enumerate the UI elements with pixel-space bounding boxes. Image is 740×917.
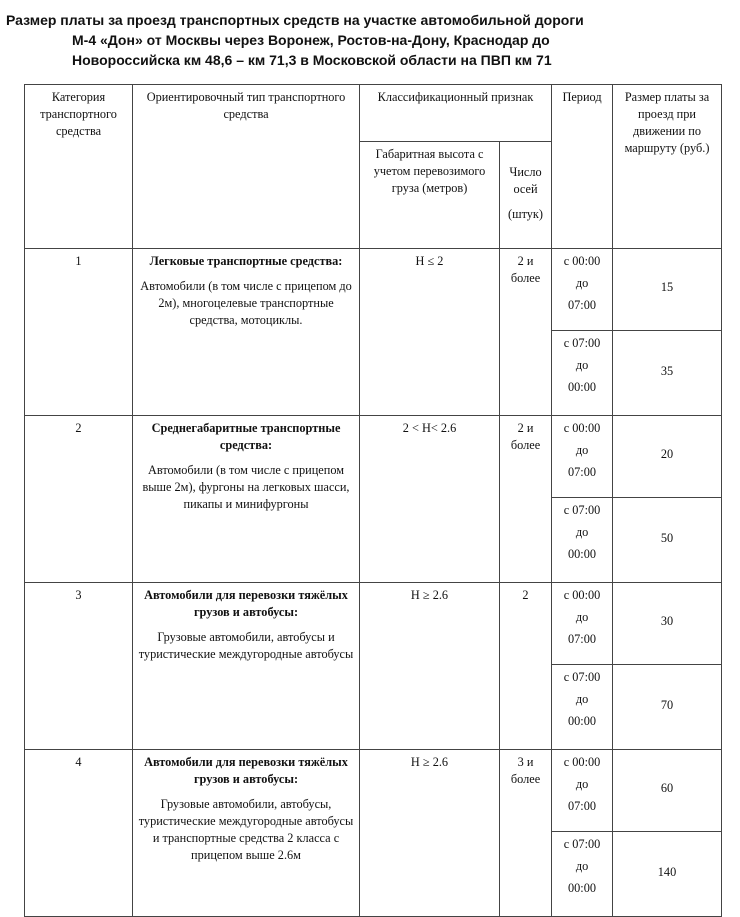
axles-cell: 2 и более (500, 249, 552, 416)
price-cell: 70 (613, 665, 722, 750)
price-cell: 30 (613, 583, 722, 665)
type-cell (133, 416, 360, 583)
period-cell (552, 498, 613, 583)
period-from: с 00:00 (563, 421, 601, 435)
header-price: Размер платы за проезд при движении по маршруту (руб.) (613, 85, 722, 249)
height-cell: H ≥ 2.6 (360, 750, 500, 917)
header-row (25, 85, 722, 142)
period-mid: до (575, 525, 589, 539)
period-from: с 00:00 (563, 254, 601, 268)
axles-cell: 2 (500, 583, 552, 750)
period-mid: до (575, 777, 589, 791)
category-cell: 3 (25, 583, 133, 750)
period-mid: до (575, 276, 589, 290)
table-row (25, 249, 722, 331)
height-cell: H ≤ 2 (360, 249, 500, 416)
axles-cell: 3 и более (500, 750, 552, 917)
document-title (0, 10, 740, 70)
type-title: Автомобили для перевозки тяжёлых грузов и автобусы: (144, 588, 348, 619)
period-from: с 07:00 (563, 503, 601, 517)
price-cell: 15 (613, 249, 722, 331)
period-to: 00:00 (568, 881, 597, 895)
type-cell (133, 750, 360, 917)
type-description: Автомобили (в том числе с прицепом до 2м), многоцелевые транспортные средства, мотоциклы. (140, 279, 352, 327)
header-height: Габаритная высота с учетом перевозимого груза (метров) (360, 142, 500, 249)
header-axles (500, 142, 552, 249)
period-to: 00:00 (568, 714, 597, 728)
header-class-feature: Классификационный признак (360, 85, 552, 142)
header-axles-unit: (штук) (508, 207, 543, 221)
height-cell: 2 < H< 2.6 (360, 416, 500, 583)
period-cell (552, 832, 613, 917)
table-row (25, 750, 722, 832)
axles-cell: 2 и более (500, 416, 552, 583)
period-cell (552, 416, 613, 498)
category-cell: 2 (25, 416, 133, 583)
header-axles-label: Число осей (509, 165, 542, 196)
period-from: с 07:00 (563, 670, 601, 684)
height-cell: H ≥ 2.6 (360, 583, 500, 750)
type-title: Среднегабаритные транспортные средства: (151, 421, 341, 452)
period-cell (552, 665, 613, 750)
price-cell: 140 (613, 832, 722, 917)
period-to: 00:00 (568, 380, 597, 394)
period-cell (552, 583, 613, 665)
category-cell: 4 (25, 750, 133, 917)
type-description: Грузовые автомобили, автобусы, туристические междугородные автобусы и транспортные средства 2 класса с прицепом выше 2.6м (138, 797, 354, 862)
table-row (25, 416, 722, 498)
header-category: Категория транспортного средства (25, 85, 133, 249)
period-cell (552, 750, 613, 832)
price-cell: 60 (613, 750, 722, 832)
period-to: 07:00 (568, 799, 597, 813)
title-line-2: М-4 «Дон» от Москвы через Воронеж, Ростов-на-Дону, Краснодар до (72, 32, 550, 48)
period-cell (552, 331, 613, 416)
period-to: 07:00 (568, 632, 597, 646)
type-title: Автомобили для перевозки тяжёлых грузов и автобусы: (144, 755, 348, 786)
category-cell: 1 (25, 249, 133, 416)
title-line-3: Новороссийска км 48,6 – км 71,3 в Московской области на ПВП км 71 (72, 52, 552, 68)
period-to: 07:00 (568, 298, 597, 312)
toll-table (24, 84, 722, 917)
type-cell (133, 249, 360, 416)
type-title: Легковые транспортные средства: (149, 254, 343, 268)
type-cell (133, 583, 360, 750)
period-cell (552, 249, 613, 331)
type-description: Грузовые автомобили, автобусы и туристические междугородные автобусы (138, 630, 354, 661)
period-mid: до (575, 692, 589, 706)
title-line-1: Размер платы за проезд транспортных средств на участке автомобильной дороги (6, 12, 584, 28)
period-mid: до (575, 443, 589, 457)
period-from: с 00:00 (563, 755, 601, 769)
price-cell: 50 (613, 498, 722, 583)
price-cell: 20 (613, 416, 722, 498)
type-description: Автомобили (в том числе с прицепом выше 2м), фургоны на легковых шасси, пикапы и минифургоны (142, 463, 350, 511)
period-from: с 07:00 (563, 336, 601, 350)
period-mid: до (575, 358, 589, 372)
period-from: с 07:00 (563, 837, 601, 851)
header-period: Период (552, 85, 613, 249)
table-row (25, 583, 722, 665)
period-mid: до (575, 610, 589, 624)
price-cell: 35 (613, 331, 722, 416)
header-type: Ориентировочный тип транспортного средства (133, 85, 360, 249)
period-mid: до (575, 859, 589, 873)
period-to: 00:00 (568, 547, 597, 561)
period-from: с 00:00 (563, 588, 601, 602)
period-to: 07:00 (568, 465, 597, 479)
